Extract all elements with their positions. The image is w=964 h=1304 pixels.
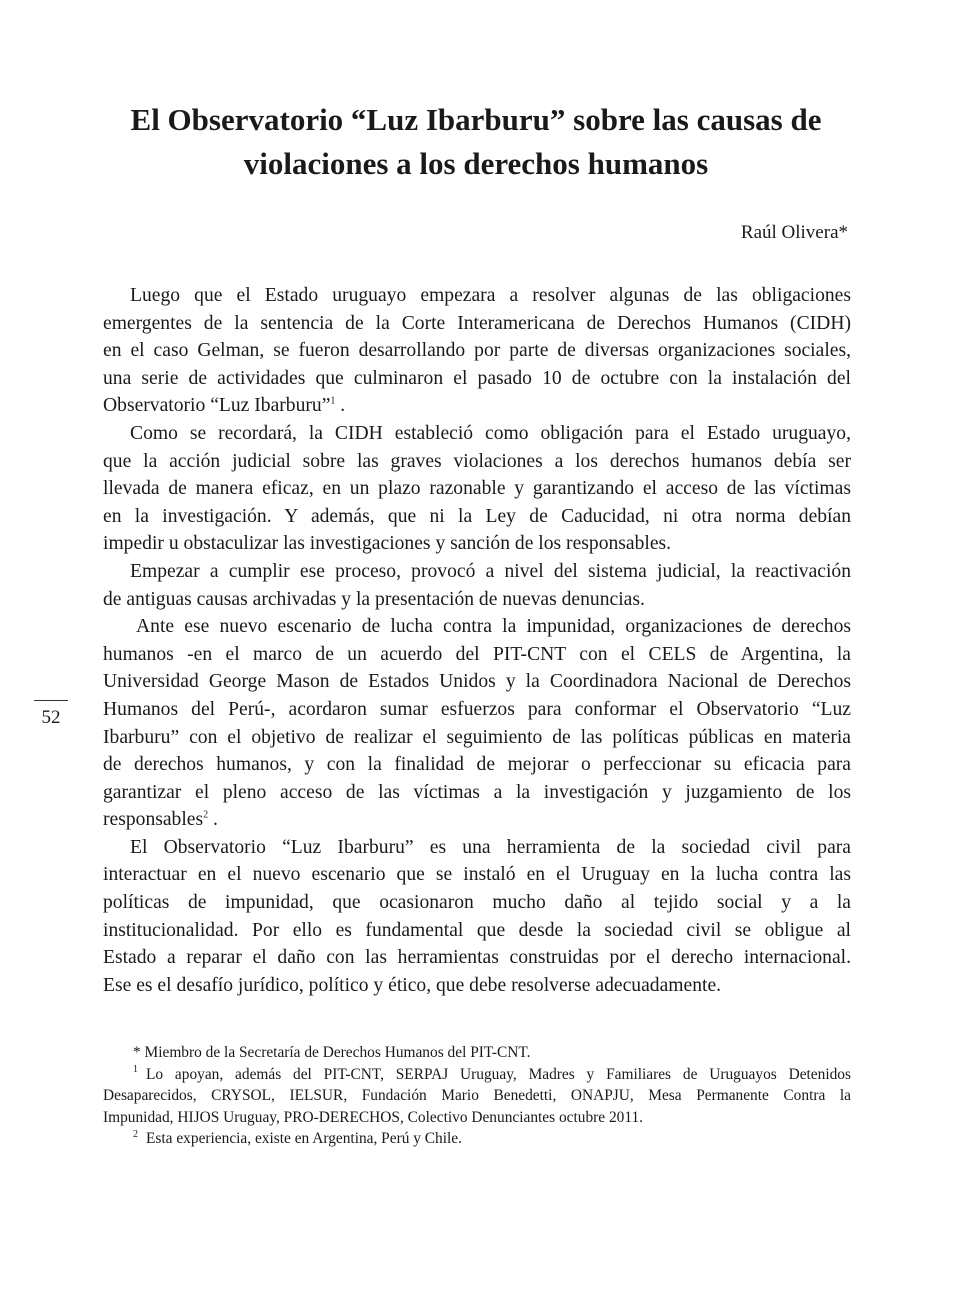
footnote-ref-1: 1: [330, 395, 336, 407]
title-line-2: violaciones a los derechos humanos: [243, 146, 709, 181]
text-line: Universidad George Mason de Estados Unidos y la Coordinadora Nacional de Derechos: [103, 671, 851, 693]
text-line: [103, 392, 851, 420]
footnote-1-line: [103, 1064, 851, 1086]
paragraph-2: [103, 420, 851, 558]
text-line: de derechos humanos, y con la finalidad de mejorar o perfeccionar su eficacia para: [103, 754, 851, 776]
paragraph-4: [103, 613, 851, 834]
footnote-1-text: Lo apoyan, además del PIT-CNT, SERPAJ Uruguay, Madres y Familiares de Uruguayos Detenidos: [146, 1065, 851, 1083]
text-line: Como se recordará, la CIDH estableció como obligación para el Estado uruguayo,: [130, 422, 851, 444]
text-line: Humanos del Perú-, acordaron sumar esfuerzos para conformar el Observatorio “Luz: [103, 698, 851, 720]
footnote-author: * Miembro de la Secretaría de Derechos Humanos del PIT-CNT.: [133, 1044, 531, 1061]
text-line: Ante ese nuevo escenario de lucha contra la impunidad, organizaciones de derechos: [136, 616, 851, 638]
text-line: garantizar el pleno acceso de las víctimas a la investigación y juzgamiento de los: [103, 781, 851, 803]
article-title: [100, 98, 852, 186]
text-fragment: .: [208, 809, 218, 831]
title-line-1: El Observatorio “Luz Ibarburu” sobre las causas de: [130, 102, 822, 137]
text-line: Luego que el Estado uruguayo empezara a resolver algunas de las obligaciones: [130, 285, 851, 306]
text-line: Empezar a cumplir ese proceso, provocó a nivel del sistema judicial, la reactivación: [130, 560, 851, 582]
text-line: institucionalidad. Por ello es fundamental que desde la sociedad civil se obligue al: [103, 919, 851, 941]
text-line: impedir u obstaculizar las investigaciones y sanción de los responsables.: [103, 533, 672, 555]
footnote-1-line: Impunidad, HIJOS Uruguay, PRO-DERECHOS, Colectivo Denunciantes octubre 2011.: [103, 1108, 644, 1126]
footnote-1-mark: 1: [133, 1064, 138, 1076]
text-line: emergentes de la sentencia de la Corte Interamericana de Derechos Humanos (CIDH): [103, 312, 851, 334]
author-name: Raúl Olivera*: [740, 222, 848, 243]
text-fragment: Observatorio “Luz Ibarburu”: [103, 395, 331, 417]
footnote-1-line: Desaparecidos, CRYSOL, IELSUR, Fundación Mario Benedetti, ONAPJU, Mesa Permanente Contra la: [103, 1087, 851, 1104]
article-body: [103, 282, 851, 999]
text-line: interactuar en el nuevo escenario que se instaló en el Uruguay en la lucha contra las: [103, 864, 851, 886]
footnote-2-mark: 2: [133, 1128, 138, 1140]
text-line: una serie de actividades que culminaron el pasado 10 de octubre con la instalación del: [103, 367, 851, 389]
text-line: en la investigación. Y además, que ni la Ley de Caducidad, ni otra norma debían: [103, 505, 851, 527]
paragraph-5: [103, 834, 851, 1000]
page-number: 52: [34, 700, 68, 729]
paragraph-1: [103, 282, 851, 420]
paragraph-3: [103, 558, 851, 613]
footnote-ref-2: 2: [203, 809, 209, 821]
text-line: Ibarburu” con el objetivo de realizar el seguimiento de las políticas públicas en materia: [103, 726, 851, 748]
text-line: que la acción judicial sobre las graves violaciones a los derechos humanos debía ser: [103, 450, 851, 472]
text-line: políticas de impunidad, que ocasionaron mucho daño al tejido social y a la: [103, 892, 851, 914]
footnotes: [103, 1042, 851, 1150]
text-line: humanos -en el marco de un acuerdo del PIT-CNT con el CELS de Argentina, la: [103, 643, 851, 665]
text-line: Ese es el desafío jurídico, político y ético, que debe resolverse adecuadamente.: [103, 974, 722, 996]
text-line: El Observatorio “Luz Ibarburu” es una herramienta de la sociedad civil para: [130, 836, 851, 858]
text-fragment: responsables: [103, 809, 204, 831]
text-line: llevada de manera eficaz, en un plazo razonable y garantizando el acceso de las víctimas: [103, 478, 851, 500]
text-line: en el caso Gelman, se fueron desarrollando por parte de diversas organizaciones sociales,: [103, 340, 851, 362]
text-line: [103, 806, 851, 834]
text-line: Estado a reparar el daño con las herramientas construidas por el derecho internacional.: [103, 947, 851, 969]
text-fragment: .: [335, 395, 346, 417]
footnote-2-line: [103, 1128, 851, 1150]
footnote-2-text: Esta experiencia, existe en Argentina, Perú y Chile.: [146, 1130, 462, 1147]
text-line: de antiguas causas archivadas y la presentación de nuevas denuncias.: [103, 588, 645, 610]
